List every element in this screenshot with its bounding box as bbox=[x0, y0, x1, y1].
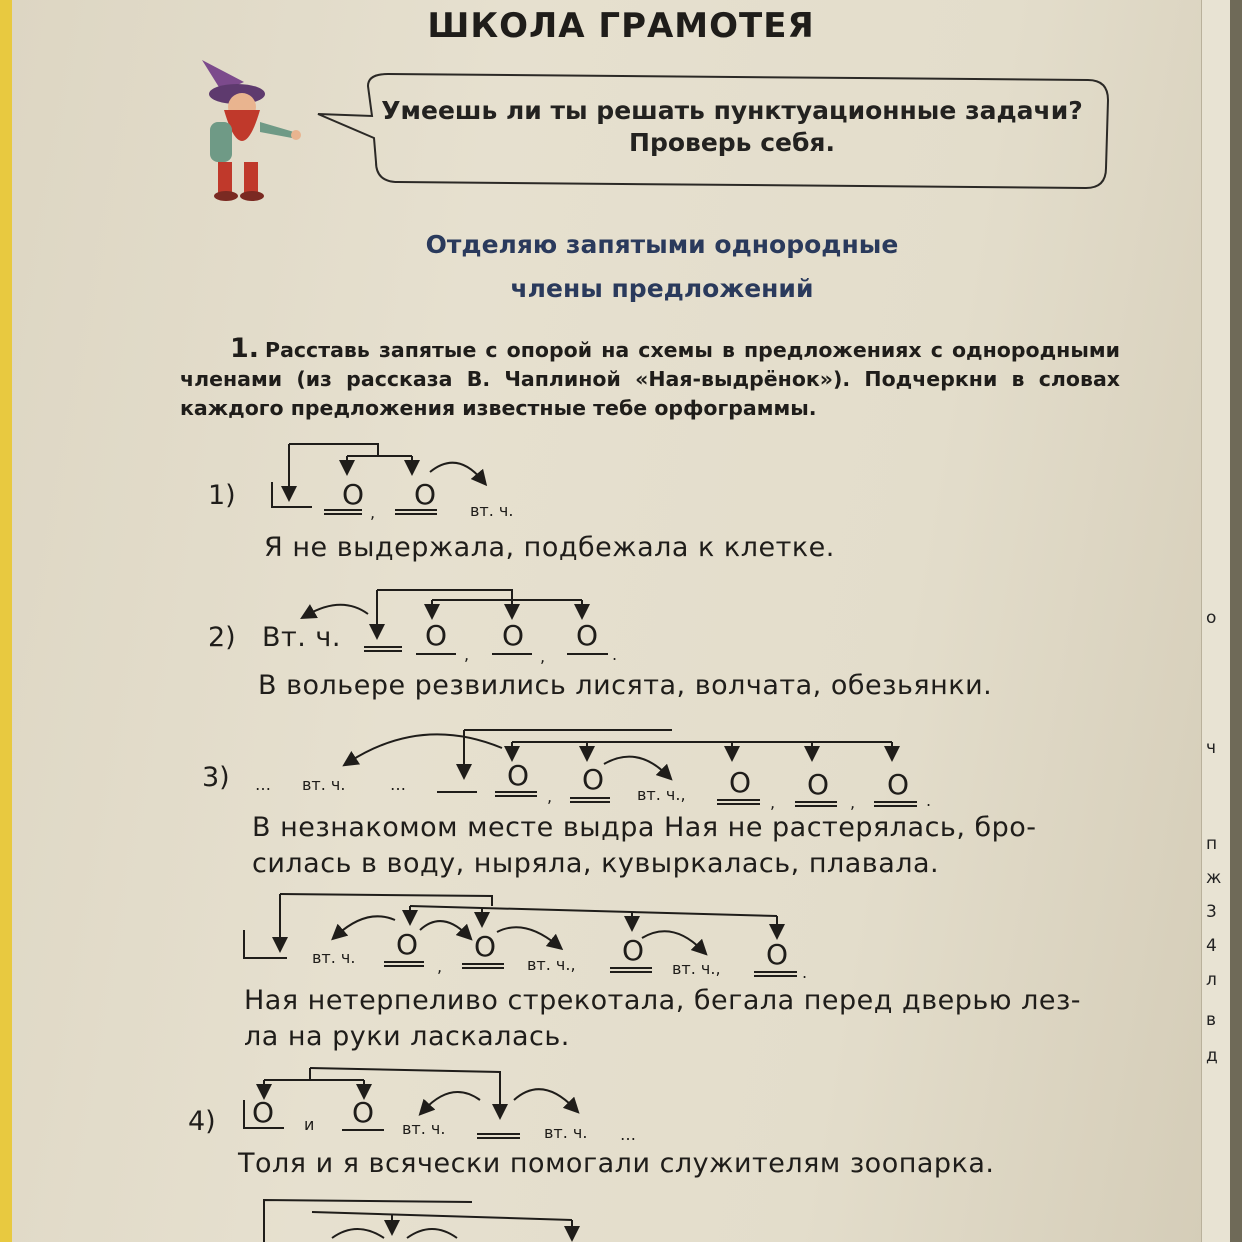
schema1-o-2: О bbox=[414, 478, 437, 511]
schema3-comma-3: , bbox=[850, 793, 856, 812]
schema4-secondary-2: вт. ч. bbox=[544, 1123, 588, 1142]
schema3-comma-1: , bbox=[547, 787, 553, 806]
schema2-o-1: О bbox=[425, 619, 448, 652]
example-3b-line-2: ла на руки ласкалась. bbox=[244, 1021, 570, 1052]
rp-char-8: в bbox=[1206, 1010, 1217, 1030]
schema3b-o-1: О bbox=[396, 928, 419, 961]
schema4-conj-i: и bbox=[304, 1115, 315, 1134]
schema3b-secondary-2: вт. ч., bbox=[527, 955, 576, 974]
task-text: Расставь запятые с опорой на схемы в предложениях с однородными членами (из рассказа В. Чаплиной «Ная-выдрёнок»). Подчеркни в словах каждого предложения известные тебе орфограммы. bbox=[180, 338, 1120, 420]
example-2-sentence: В вольере резвились лисята, волчата, обезьянки. bbox=[258, 670, 993, 701]
example-2-schema-start: Вт. ч. bbox=[262, 622, 341, 653]
schema4-secondary-1: вт. ч. bbox=[402, 1119, 446, 1138]
schema3b-o-2: О bbox=[474, 930, 497, 963]
bubble-line-1: Умеешь ли ты решать пунктуационные задачи? bbox=[381, 96, 1083, 125]
schema3-o-3: О bbox=[729, 766, 752, 799]
book-spine-edge bbox=[0, 0, 12, 1242]
schema2-period: . bbox=[612, 645, 618, 664]
schema2-o-2: О bbox=[502, 619, 525, 652]
schema3b-comma: , bbox=[437, 957, 443, 976]
example-2-number: 2) bbox=[208, 622, 236, 653]
textbook-page bbox=[12, 0, 1230, 1242]
schema3-o-5: О bbox=[887, 768, 910, 801]
schema4-o-2: О bbox=[352, 1096, 375, 1129]
adjacent-page-edge bbox=[1201, 0, 1230, 1242]
schema1-comma: , bbox=[370, 503, 376, 522]
schema3-o-1: О bbox=[507, 759, 530, 792]
example-1-sentence: Я не выдержала, подбежала к клетке. bbox=[264, 532, 835, 563]
schema3b-o-4: О bbox=[766, 938, 789, 971]
schema4-ellipsis: … bbox=[620, 1125, 636, 1144]
schema3-ellipsis-2: … bbox=[390, 775, 406, 794]
example-4-number: 4) bbox=[188, 1106, 216, 1137]
task-number: 1. bbox=[230, 333, 260, 364]
schema2-o-3: О bbox=[576, 619, 599, 652]
rp-char-6: 4 bbox=[1206, 936, 1217, 956]
bubble-line-2: Проверь себя. bbox=[629, 128, 835, 157]
schema3-o-4: О bbox=[807, 768, 830, 801]
rp-char-1: о bbox=[1206, 608, 1217, 628]
schema3b-period: . bbox=[802, 963, 808, 982]
example-3b-line-1: Ная нетерпеливо стрекотала, бегала перед дверью лез- bbox=[244, 985, 1082, 1016]
schema3-secondary-2: вт. ч., bbox=[637, 785, 686, 804]
example-3-number: 3) bbox=[202, 762, 230, 793]
schema2-comma-1: , bbox=[464, 645, 470, 664]
schema3b-secondary-3: вт. ч., bbox=[672, 959, 721, 978]
example-4-sentence: Толя и я всячески помогали служителям зоопарка. bbox=[238, 1148, 995, 1179]
sentence-schemas bbox=[12, 0, 1230, 1242]
schema3-secondary-1: вт. ч. bbox=[302, 775, 346, 794]
rp-char-5: 3 bbox=[1206, 902, 1217, 922]
schema3-comma-2: , bbox=[770, 793, 776, 812]
schema3b-o-3: О bbox=[622, 934, 645, 967]
schema3-period: . bbox=[926, 791, 932, 810]
book-title: ШКОЛА ГРАМОТЕЯ bbox=[427, 6, 815, 46]
schema4-o-1: О bbox=[252, 1096, 275, 1129]
rp-char-3: п bbox=[1206, 834, 1218, 854]
example-3-line-2: силась в воду, ныряла, кувыркалась, плавала. bbox=[252, 848, 940, 879]
rp-char-2: ч bbox=[1206, 738, 1217, 758]
schema1-o-1: О bbox=[342, 478, 365, 511]
section-title-line-2: члены предложений bbox=[510, 274, 814, 303]
schema1-secondary: вт. ч. bbox=[470, 501, 514, 520]
schema2-comma-2: , bbox=[540, 647, 546, 666]
example-3-line-1: В незнакомом месте выдра Ная не растерялась, бро- bbox=[252, 812, 1037, 843]
rp-char-7: л bbox=[1206, 970, 1217, 990]
schema3-ellipsis-1: … bbox=[255, 775, 271, 794]
example-1-number: 1) bbox=[208, 480, 236, 511]
rp-char-9: д bbox=[1206, 1046, 1218, 1066]
schema3b-secondary-1: вт. ч. bbox=[312, 948, 356, 967]
rp-char-4: ж bbox=[1206, 868, 1222, 888]
schema3-o-2: О bbox=[582, 763, 605, 796]
section-title-line-1: Отделяю запятыми однородные bbox=[425, 230, 899, 259]
